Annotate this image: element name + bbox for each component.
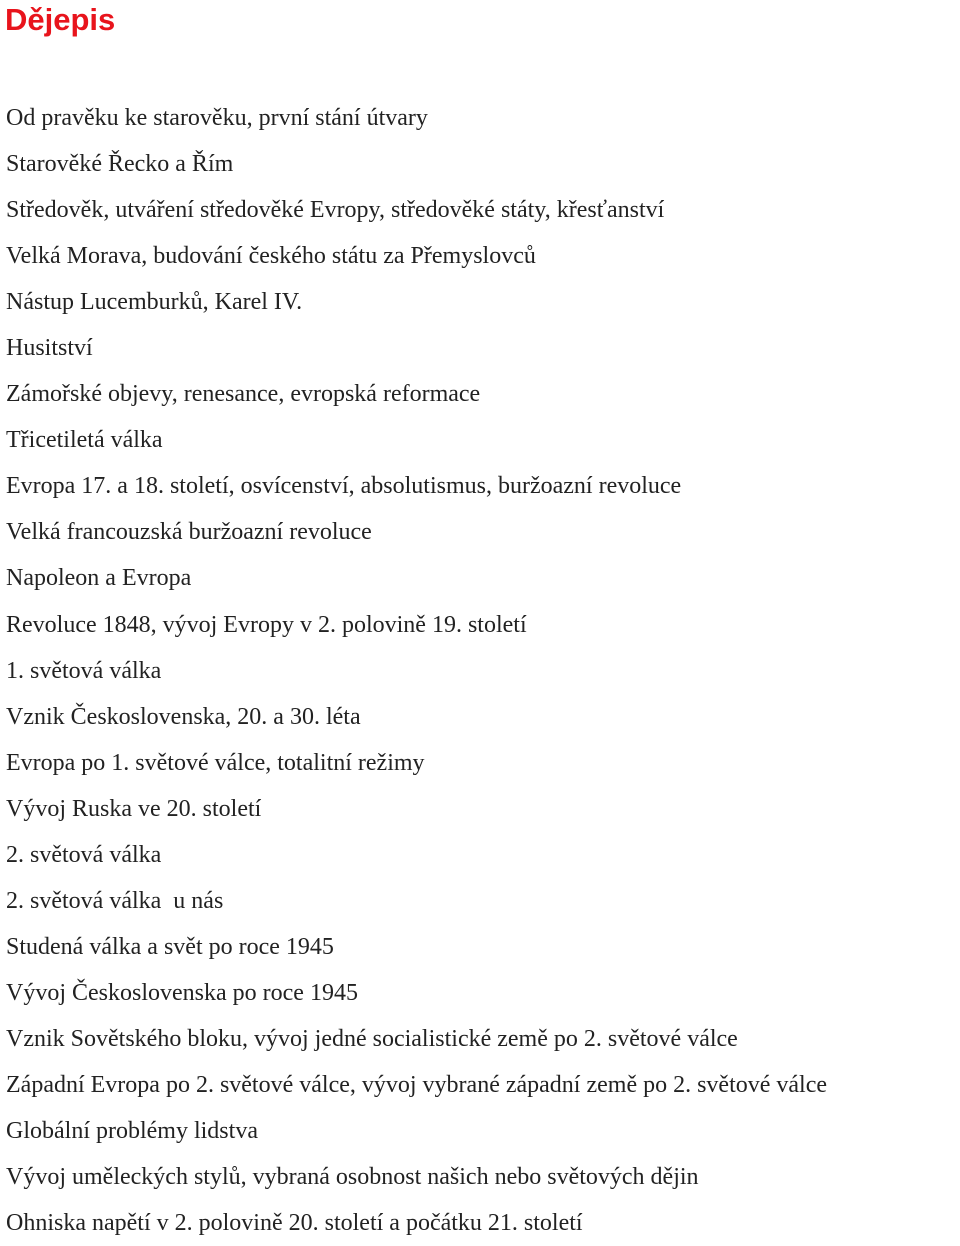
topic-item: Studená válka a svět po roce 1945	[6, 933, 334, 960]
topic-item: Velká francouzská buržoazní revoluce	[6, 519, 372, 546]
topic-item: Od pravěku ke starověku, první stání útvary	[6, 105, 428, 131]
topic-item: Vznik Československa, 20. a 30. léta	[6, 703, 361, 730]
topic-item: Revoluce 1848, vývoj Evropy v 2. polovině 19. století	[6, 611, 527, 638]
topic-item: Evropa po 1. světové válce, totalitní režimy	[6, 749, 425, 776]
page-title: Dějepis	[5, 2, 116, 37]
topic-item: 2. světová válka u nás	[6, 887, 224, 914]
topic-item: Vznik Sovětského bloku, vývoj jedné socialistické země po 2. světové válce	[6, 1025, 738, 1052]
topic-item: Napoleon a Evropa	[6, 565, 192, 592]
topic-item: Nástup Lucemburků, Karel IV.	[6, 289, 303, 316]
topic-item: Globální problémy lidstva	[6, 1118, 258, 1145]
topic-item: Třicetiletá válka	[6, 427, 163, 454]
topic-item: Evropa 17. a 18. století, osvícenství, absolutismus, buržoazní revoluce	[6, 473, 682, 500]
topic-item: Zámořské objevy, renesance, evropská reformace	[6, 381, 481, 408]
topic-list	[6, 95, 827, 1246]
topic-item: Velká Morava, budování českého státu za Přemyslovců	[6, 243, 536, 270]
topic-item: Vývoj Ruska ve 20. století	[6, 795, 262, 822]
topic-item: Husitství	[6, 335, 93, 362]
topic-item: 1. světová válka	[6, 657, 162, 684]
topic-item: Starověké Řecko a Řím	[6, 151, 234, 178]
topic-item: Ohniska napětí v 2. polovině 20. století a počátku 21. století	[6, 1210, 583, 1237]
topic-item: Vývoj uměleckých stylů, vybraná osobnost našich nebo světových dějin	[6, 1164, 699, 1191]
topic-item: Středověk, utváření středověké Evropy, středověké státy, křesťanství	[6, 197, 665, 224]
topic-item: 2. světová válka	[6, 841, 162, 868]
topic-item: Vývoj Československa po roce 1945	[6, 979, 358, 1006]
topic-item: Západní Evropa po 2. světové válce, vývoj vybrané západní země po 2. světové válce	[6, 1071, 828, 1098]
